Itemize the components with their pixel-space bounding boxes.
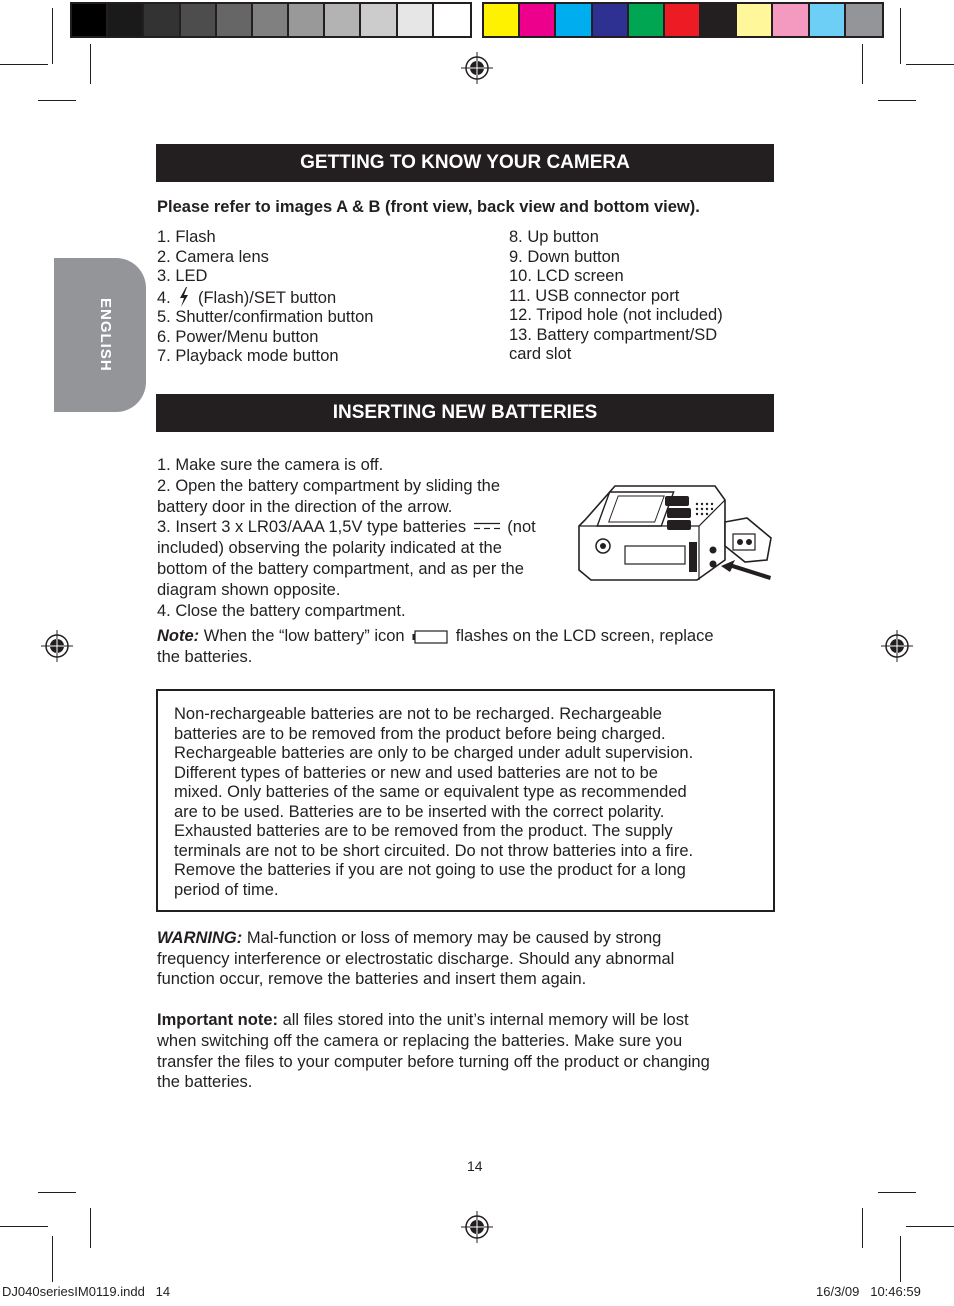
color-swatch: [108, 4, 144, 36]
color-swatch: [665, 4, 701, 36]
caution-line: Rechargeable batteries are only to be charged under adult supervision.: [174, 744, 694, 762]
registration-target-icon: [41, 630, 73, 662]
list-item: 9. Down button: [509, 247, 620, 266]
list-item: 4. (Flash)/SET button: [157, 288, 337, 307]
list-item: 1. Flash: [157, 228, 216, 246]
crop-mark: [878, 1192, 916, 1193]
crop-mark: [900, 8, 901, 64]
crop-mark: [878, 100, 916, 101]
list-item: 3. LED: [157, 267, 208, 285]
registration-target-icon: [461, 1211, 493, 1243]
color-swatch: [217, 4, 253, 36]
section-header-inserting-batteries: [156, 394, 774, 432]
color-swatch: [253, 4, 289, 36]
low-battery-note: Note: When the “low battery” icon flashes on the LCD screen, replace the batteries.: [157, 627, 714, 666]
section-header-getting-to-know: [156, 144, 774, 182]
language-tab-label: ENGLISH: [97, 298, 114, 372]
crop-mark: [52, 1236, 53, 1282]
intro-text: Please refer to images A & B (front view, back view and bottom view).: [157, 198, 700, 216]
crop-mark: [906, 64, 954, 65]
dc-current-icon: [474, 522, 500, 530]
process-color-bar: [482, 2, 884, 38]
color-swatch: [325, 4, 361, 36]
color-swatch: [773, 4, 809, 36]
crop-mark: [862, 1208, 863, 1248]
color-swatch: [701, 4, 737, 36]
list-item: 5. Shutter/confirmation button: [157, 308, 374, 326]
crop-mark: [90, 44, 91, 84]
crop-mark: [38, 100, 76, 101]
footer-timestamp: 16/3/09 10:46:59: [816, 1284, 921, 1299]
parts-list-right: [509, 228, 723, 365]
color-swatch: [72, 4, 108, 36]
parts-list-left: [157, 228, 373, 367]
crop-mark: [862, 44, 863, 84]
crop-mark: [52, 8, 53, 64]
registration-target-icon: [461, 52, 493, 84]
list-item: 7. Playback mode button: [157, 347, 339, 365]
caution-line: Different types of batteries or new and used batteries are not to be: [174, 763, 658, 782]
camera-battery-diagram: [575, 480, 775, 584]
footer-filename: DJ040seriesIM0119.indd 14: [2, 1284, 171, 1299]
list-item: 2. Camera lens: [157, 247, 269, 266]
color-swatch: [144, 4, 180, 36]
color-swatch: [593, 4, 629, 36]
flash-icon: [179, 287, 189, 307]
color-swatch: [484, 4, 520, 36]
list-item: 12. Tripod hole (not included): [509, 306, 723, 324]
color-swatch: [434, 4, 470, 36]
battery-steps: 1. Make sure the camera is off. 2. Open the battery compartment by sliding the battery door in the direction of the arrow. 3. Insert 3 x LR03/AAA 1,5V type batteries (not included) observing the polarity indicated at the bottom of the battery compartment, and as per the diagram shown opposite. 4. Close the battery compartment.: [157, 456, 536, 620]
caution-line: period of time.: [174, 880, 279, 899]
color-swatch: [361, 4, 397, 36]
list-item: 6. Power/Menu button: [157, 327, 319, 346]
color-swatch: [398, 4, 434, 36]
color-swatch: [520, 4, 556, 36]
caution-line: Exhausted batteries are to be removed from the product. The supply: [174, 822, 673, 840]
caution-line: Remove the batteries if you are not going to use the product for a long: [174, 861, 686, 879]
page-number: 14: [467, 1158, 483, 1174]
color-swatch: [289, 4, 325, 36]
low-battery-icon: [412, 630, 448, 644]
grayscale-color-bar: [70, 2, 472, 38]
section-title: INSERTING NEW BATTERIES: [332, 402, 598, 423]
crop-mark: [38, 1192, 76, 1193]
battery-caution-box: [156, 689, 775, 912]
color-swatch: [810, 4, 846, 36]
crop-mark: [900, 1236, 901, 1282]
color-swatch: [737, 4, 773, 36]
list-item: 8. Up button: [509, 228, 599, 246]
list-item: 10. LCD screen: [509, 267, 624, 285]
registration-target-icon: [881, 630, 913, 662]
color-swatch: [181, 4, 217, 36]
warning-paragraph: WARNING: Mal-function or loss of memory may be caused by strong frequency interference or electrostatic discharge. Should any abnormal function occur, remove the batteries and insert them again.: [157, 929, 675, 989]
color-swatch: [556, 4, 592, 36]
section-title: GETTING TO KNOW YOUR CAMERA: [300, 152, 630, 173]
caution-line: Non-rechargeable batteries are not to be recharged. Rechargeable: [174, 705, 662, 723]
caution-line: are to be used. Batteries are to be inserted with the correct polarity.: [174, 802, 665, 821]
caution-line: mixed. Only batteries of the same or equivalent type as recommended: [174, 783, 687, 801]
list-item: 13. Battery compartment/SD: [509, 325, 718, 344]
crop-mark: [90, 1208, 91, 1248]
list-item: 11. USB connector port: [509, 286, 680, 305]
crop-mark: [0, 1226, 48, 1227]
crop-mark: [0, 64, 48, 65]
caution-line: batteries are to be removed from the product before being charged.: [174, 724, 666, 743]
color-swatch: [629, 4, 665, 36]
important-note-paragraph: Important note: all files stored into the unit’s internal memory will be lost when switching off the camera or replacing the batteries. Make sure you transfer the files to your computer before turning off the product or changing the batteries.: [157, 1011, 710, 1092]
crop-mark: [906, 1226, 954, 1227]
color-swatch: [846, 4, 882, 36]
caution-line: terminals are not to be short circuited. Do not throw batteries into a fire.: [174, 841, 694, 860]
list-item: card slot: [509, 345, 572, 363]
